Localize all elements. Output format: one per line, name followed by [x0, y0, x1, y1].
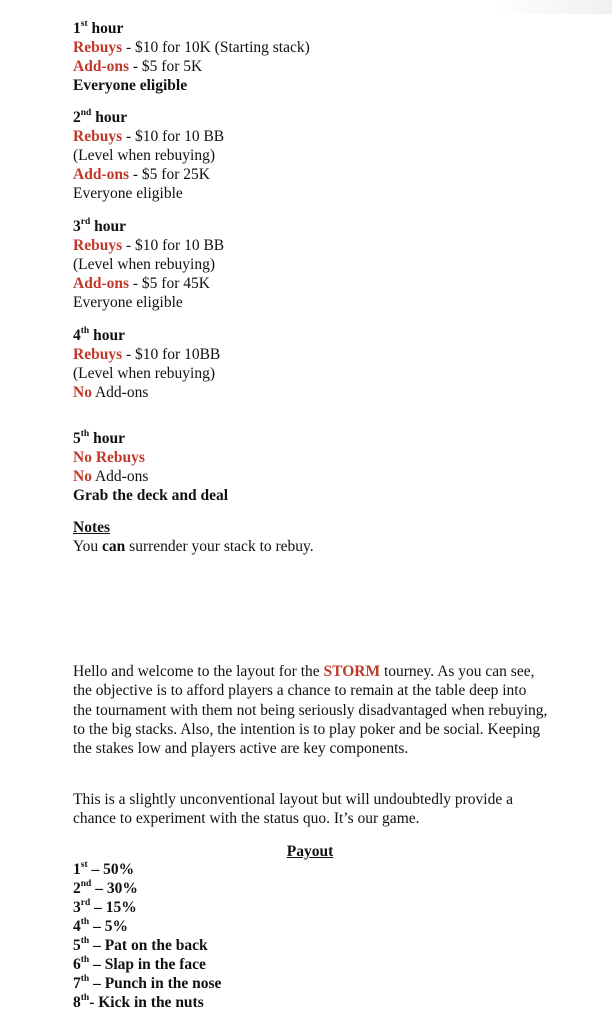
- hour-2-addons: Add-ons - $5 for 25K: [73, 166, 210, 183]
- hour-1-rebuys: Rebuys - $10 for 10K (Starting stack): [73, 39, 310, 56]
- intro-paragraph: Hello and welcome to the layout for the STORM tourney. As you can see, the objective is to afford players a chance to remain at the table deep into the tournament with them not being seriously disadvantaged when rebuying, to the big stacks. Also, the intention is to play poker and be social. Keeping the stakes low and players active are key components.: [73, 663, 548, 758]
- hour-5-addons: No Add-ons: [73, 468, 149, 485]
- hour-2-rebuys: Rebuys - $10 for 10 BB: [73, 128, 225, 145]
- hour-4-heading: 4th hour: [73, 325, 125, 344]
- hour-2-section: [73, 108, 224, 203]
- hour-3-rebuys: Rebuys - $10 for 10 BB: [73, 237, 225, 254]
- payout-row: 5th – Pat on the back: [73, 935, 208, 954]
- payout-row: 2nd – 30%: [73, 878, 138, 897]
- payout-row: 1st – 50%: [73, 859, 135, 878]
- layout-paragraph: This is a slightly unconventional layout but will undoubtedly provide a chance to experiment with the status quo. It’s our game.: [73, 791, 513, 828]
- notes-section: [73, 518, 314, 556]
- payout-row: 4th – 5%: [73, 916, 128, 935]
- hour-2-heading: 2nd hour: [73, 107, 128, 126]
- hour-3-section: [73, 217, 224, 312]
- hour-1-addons: Add-ons - $5 for 5K: [73, 58, 203, 75]
- hour-5-section: [73, 429, 228, 505]
- hour-3-addons: Add-ons - $5 for 45K: [73, 275, 210, 292]
- payout-row: 8th- Kick in the nuts: [73, 992, 204, 1011]
- notes-title: Notes: [73, 519, 111, 536]
- hour-5-no-rebuys: No Rebuys: [73, 449, 145, 466]
- hour-3-heading: 3rd hour: [73, 216, 126, 235]
- hour-3-eligible: Everyone eligible: [73, 294, 183, 311]
- hour-4-rebuy-note: (Level when rebuying): [73, 365, 216, 382]
- payout-title: Payout: [286, 843, 334, 860]
- payout-row: 7th – Punch in the nose: [73, 973, 222, 992]
- hour-2-eligible: Everyone eligible: [73, 185, 183, 202]
- hour-1-heading: 1st hour: [73, 18, 124, 37]
- storm-brand: STORM: [323, 663, 381, 680]
- page-edge-shadow: [492, 0, 612, 14]
- hour-4-addons: No Add-ons: [73, 384, 149, 401]
- hour-5-final: Grab the deck and deal: [73, 487, 229, 504]
- payout-row: 3rd – 15%: [73, 897, 137, 916]
- hour-5-heading: 5th hour: [73, 428, 125, 447]
- notes-text: You can surrender your stack to rebuy.: [73, 538, 314, 555]
- payout-row: 6th – Slap in the face: [73, 954, 206, 973]
- hour-1-section: [73, 19, 310, 95]
- payout-list: [73, 860, 221, 1012]
- hour-4-section: [73, 326, 220, 402]
- hour-4-rebuys: Rebuys - $10 for 10BB: [73, 346, 221, 363]
- hour-3-rebuy-note: (Level when rebuying): [73, 256, 216, 273]
- hour-2-rebuy-note: (Level when rebuying): [73, 147, 216, 164]
- hour-1-eligible: Everyone eligible: [73, 77, 188, 94]
